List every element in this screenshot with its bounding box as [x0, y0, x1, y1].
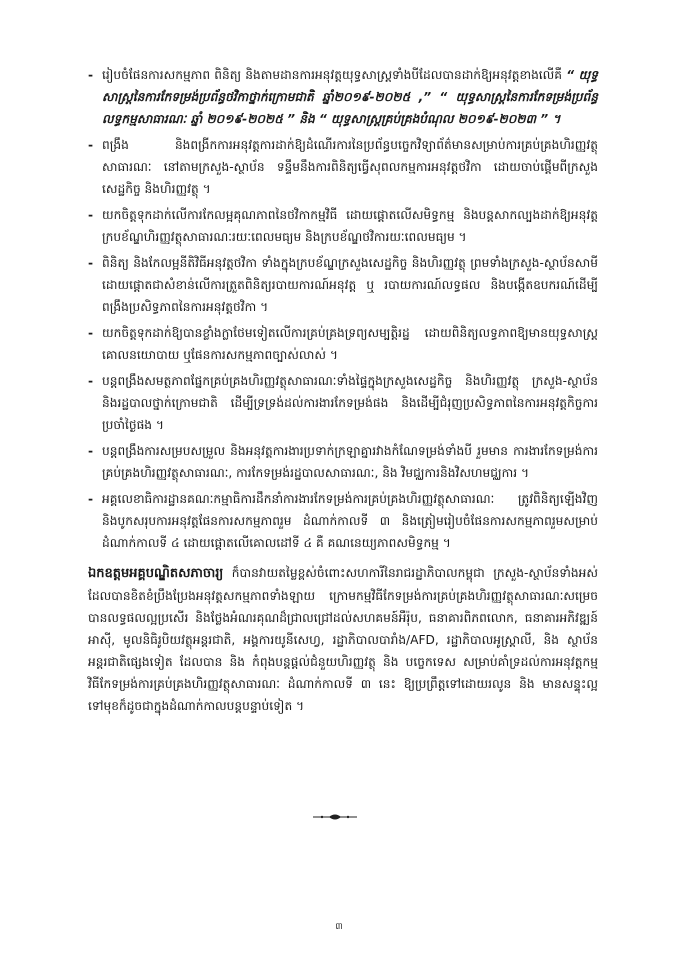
- bullet-item: [88, 488, 598, 554]
- bullet-dash: -: [88, 256, 94, 270]
- bullet-item: [88, 204, 598, 248]
- bullet-text: ពង្រឹង និងពង្រីកការអនុវត្តការដាក់ឱ្យដំណើរការនៃប្រព័ន្ធបច្ចេកវិទ្យាព័ត៌មានសម្រាប់ការគ្រប់គ្រងហិរញ្ញវត្ថុសាធារណៈ នៅតាមក្រសួង-ស្ថាប័ន ទន្ទឹមនឹងការពិនិត្យធ្វើសុពលកម្មការអនុវត្តថវិកា ដោយចាប់ផ្តើមពីក្រសួងសេដ្ឋកិច្ច និងហិរញ្ញវត្ថុ ។: [102, 138, 598, 196]
- bullet-text: ពិនិត្យ និងកែលម្អនីតិវិធីអនុវត្តថវិកា ទាំងក្នុងក្របខ័ណ្ឌក្រសួងសេដ្ឋកិច្ច និងហិរញ្ញវត្ថុ ព្រមទាំងក្រសួង-ស្ថាប័នសាមី ដោយផ្តោតជាសំខាន់លើការត្រួតពិនិត្យរបាយការណ៍អនុវត្ត ឬ របាយការណ៍លទ្ធផល និងបង្កើតឧបករណ៍ដើម្បីពង្រឹងប្រសិទ្ធភាពនៃការអនុវត្តថវិកា ។: [102, 256, 598, 314]
- bullet-dash: -: [88, 444, 94, 458]
- bullet-text: យកចិត្តទុកដាក់ឱ្យបានខ្លាំងក្លាថែមទៀតលើការគ្រប់គ្រងទ្រព្យសម្បត្តិរដ្ឋ ដោយពិនិត្យលទ្ធភាពឱ្យមានយុទ្ធសាស្ត្រ គោលនយោបាយ ឬផែនការសកម្មភាពច្បាស់លាស់ ។: [102, 326, 598, 362]
- bullet-text: យកចិត្តទុកដាក់លើការកែលម្អគុណភាពនៃថវិកាកម្មវិធី ដោយផ្តោតលើសមិទ្ធកម្ម និងបន្តសាកល្បងដាក់ឱ្យអនុវត្តក្របខ័ណ្ឌហិរញ្ញវត្ថុសាធារណៈរយៈពេលមធ្យម និងក្របខ័ណ្ឌថវិការយៈពេលមធ្យម ។: [102, 208, 598, 244]
- closing-paragraph: [88, 562, 598, 717]
- document-body: [88, 64, 598, 729]
- strategy-titles: “ យុទ្ធសាស្ត្រនៃការកែទម្រង់ប្រព័ន្ធថវិកាថ្នាក់ក្រោមជាតិ ឆ្នាំ២០១៩-២០២៥ ,” “ យុទ្ធសាស្ត្រនៃការកែទម្រង់ប្រព័ន្ធលទ្ធកម្មសាធារណៈ ឆ្នាំ ២០១៩-២០២៥ ” និង “ យុទ្ធសាស្ត្រគ្រប់គ្រងបំណុល ២០១៩-២០២៣ ” ។: [102, 68, 598, 126]
- bullet-item: [88, 134, 598, 200]
- bullet-text: បន្តពង្រឹងសមត្ថភាពផ្នែកគ្រប់គ្រងហិរញ្ញវត្ថុសាធារណៈទាំងផ្ទៃក្នុងក្រសួងសេដ្ឋកិច្ច និងហិរញ្ញវត្ថុ ក្រសួង-ស្ថាប័ន និងរដ្ឋបាលថ្នាក់ក្រោមជាតិ ដើម្បីទ្រទ្រង់ដល់ការងារកែទម្រង់ផង និងដើម្បីជំរុញប្រសិទ្ធភាពនៃការអនុវត្តកិច្ចការប្រចាំថ្ងៃផង ។: [102, 374, 598, 432]
- bullet-text: [102, 64, 598, 130]
- page-number: ៣: [335, 922, 343, 932]
- bullet-dash: -: [88, 492, 94, 506]
- bullet-dash: -: [88, 68, 94, 82]
- bullet-dash: -: [88, 208, 94, 222]
- bullet-item: [88, 440, 598, 484]
- bullet-item: [88, 322, 598, 366]
- bullet-dash: -: [88, 138, 94, 152]
- bullet-dash: -: [88, 326, 94, 340]
- closing-lead: ឯកឧត្តមអគ្គបណ្ឌិតសភាចារ្យ: [88, 566, 224, 581]
- bullet-text-plain: រៀបចំផែនការសកម្មភាព ពិនិត្យ និងតាមដានការអនុវត្តយុទ្ធសាស្ត្រទាំងបីដែលបានដាក់ឱ្យអនុវត្តខាងលើគឺ: [102, 68, 567, 82]
- bullet-text: បន្តពង្រឹងការសម្របសម្រួល និងអនុវត្តការងារប្រទាក់ក្រឡាគ្នារវាងកំណែទម្រង់ទាំងបី រួមមាន ការងារកែទម្រង់ការគ្រប់គ្រងហិរញ្ញវត្ថុសាធារណៈ, ការកែទម្រង់រដ្ឋបាលសាធារណៈ, និង វិមជ្ឈការនិងវិសហមជ្ឈការ ។: [102, 444, 598, 480]
- bullet-item: [88, 64, 598, 130]
- closing-text: ក៏បានវាយតម្លៃខ្ពស់ចំពោះសហការីនៃរាជរដ្ឋាភិបាលកម្ពុជា ក្រសួង-ស្ថាប័នទាំងអស់ ដែលបានខិតខំប្រឹងប្រែងអនុវត្តសកម្មភាពទាំងឡាយ ក្រោមកម្មវិធីកែទម្រង់ការគ្រប់គ្រងហិរញ្ញវត្ថុសាធារណៈសម្រេចបានលទ្ធផលល្អប្រសើរ និងថ្លែងអំណរគុណដ៏ជ្រាលជ្រៅដល់សហគមន៍អឺរ៉ុប, ធនាគារពិភពលោក, ធនាគារអភិវឌ្ឍន៍អាស៊ី, មូលនិធិរូបិយវត្ថុអន្តរជាតិ, អង្គការយូនីសេហ្វ, រដ្ឋាភិបាលបារាំង/AFD, រដ្ឋាភិបាលអូស្ត្រាលី, និង ស្ថាប័នអន្តរជាតិផ្សេងទៀត ដែលបាន និង កំពុងបន្តផ្តល់ជំនួយហិរញ្ញវត្ថុ និង បច្ចេកទេស សម្រាប់គាំទ្រដល់ការអនុវត្តកម្មវិធីកែទម្រង់ការគ្រប់គ្រងហិរញ្ញវត្ថុសាធារណៈ ដំណាក់កាលទី ៣ នេះ ឱ្យប្រព្រឹត្តទៅដោយរលូន និង មានសន្ទុះល្អទៅមុខក៏ដូចជាក្នុងដំណាក់កាលបន្តបន្ទាប់ទៀត ។: [88, 566, 598, 713]
- bullet-text: អគ្គលេខាធិការដ្ឋានគណៈកម្មាធិការដឹកនាំការងារកែទម្រង់ការគ្រប់គ្រងហិរញ្ញវត្ថុសាធារណៈ ត្រូវពិនិត្យឡើងវិញនិងបូកសរុបការអនុវត្តផែនការសកម្មភាពរួម ដំណាក់កាលទី ៣ និងត្រៀមរៀបចំផែនការសកម្មភាពរួមសម្រាប់ដំណាក់កាលទី ៤ ដោយផ្តោតលើគោលដៅទី ៤ គឺ គណនេយ្យភាពសមិទ្ធកម្ម ។: [102, 492, 598, 550]
- bullet-item: [88, 370, 598, 436]
- bullet-item: [88, 252, 598, 318]
- bullet-dash: -: [88, 374, 94, 388]
- divider-ornament-icon: [312, 812, 358, 822]
